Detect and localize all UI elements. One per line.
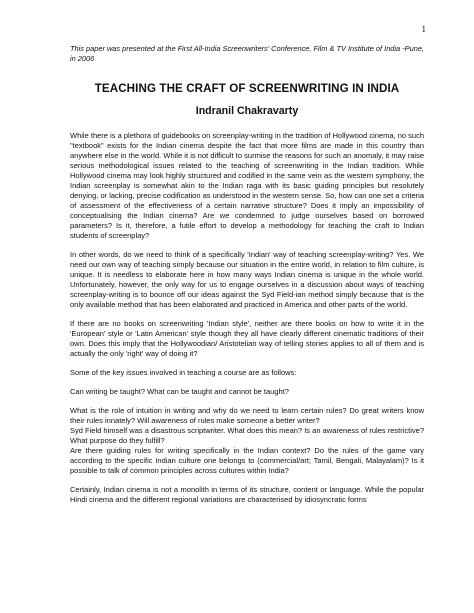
paragraph-syd-field: Syd Field himself was a disastrous scriptwriter. What does this mean? Is an awareness of rules restrictive? What purpose do they fulfill? <box>70 426 424 445</box>
paragraph-intuition: What is the role of intuition in writing and why do we need to learn certain rules? Do great writers know their rules innately? Will awareness of rules make someone a better writer? <box>70 406 424 425</box>
paragraph-guiding-rules: Are there guiding rules for writing specifically in the Indian context? Do the rules of the game vary according to the specific Indian culture one belongs to (commercial/art; Tamil, Bengali, Malayalam)? Is it possible to talk of common principles across cultures within India? <box>70 446 424 475</box>
paragraph-not-monolith: Certainly, Indian cinema is not a monolith in terms of its structure, content or language. While the popular Hindi cinema and the different regional variations are characterised by idiosyncratic forms <box>70 485 424 504</box>
author-name: Indranil Chakravarty <box>195 105 299 117</box>
presentation-note: This paper was presented at the First All-India Screenwriters' Conference, Film & TV Institute of India -Pune, in 2006 <box>70 44 424 63</box>
paragraph-intro: While there is a plethora of guidebooks on screenplay-writing in the tradition of Hollywood cinema, no such "textbook" exists for the Indian cinema despite the fact that more films are made in this country than anywhere else in the world. While it is not difficult to surmise the reasons for such an anomaly, it may raise serious methodological issues related to the teaching of screenwriting in the Indian tradition. While Hollywood cinema may look highly structured and codified in the same vein as the western symphony, the Indian screenplay is somewhat akin to the Indian raga with its basic guiding principles but resolutely denying, or lacking, precise codification as understood in the western sense. So, how can one set a criteria of assessment of the effectiveness of a certain narrative structure? Does it imply an impossibility of conceptualising the Indian cinema? Are we condemned to judge ourselves based on borrowed parameters? Is it, therefore, a futile effort to develop a methodology for teaching the craft to Indian students of screenplay? <box>70 131 424 240</box>
rules-question-block <box>70 406 424 476</box>
paragraph-can-writing-be-taught: Can writing be taught? What can be taught and cannot be taught? <box>70 387 289 396</box>
paragraph-styles: If there are no books on screenwriting 'Indian style', neither are there books on how to write it in the 'European' style or 'Latin American' style though they all have clearly different cinematic traditions of their own. Does this imply that the Hollywoodian/ Aristotelian way of telling stories applies to all of them and is actually the only 'right' way of doing it? <box>70 319 424 358</box>
paper-title: TEACHING THE CRAFT OF SCREENWRITING IN INDIA <box>94 82 400 95</box>
page-number: 1 <box>421 24 426 34</box>
paragraph-key-issues: Some of the key issues involved in teaching a course are as follows: <box>70 368 297 377</box>
document-body <box>70 131 424 505</box>
paragraph-indian-way: In other words, do we need to think of a specifically 'Indian' way of teaching screenplay-writing? Yes. We need our own way of teaching simply because our situation in the entire world, in relation to film culture, is unique. It is needless to elaborate here in how many ways Indian cinema is unique in the whole world. Unfortunately, however, the only way for us to engage ourselves in a discussion about ways of teaching screenplay-writing is to bounce off our ideas against the Syd Field-ian method simply because that is the only available method that has been elaborated and practiced in America and other parts of the world. <box>70 250 424 309</box>
